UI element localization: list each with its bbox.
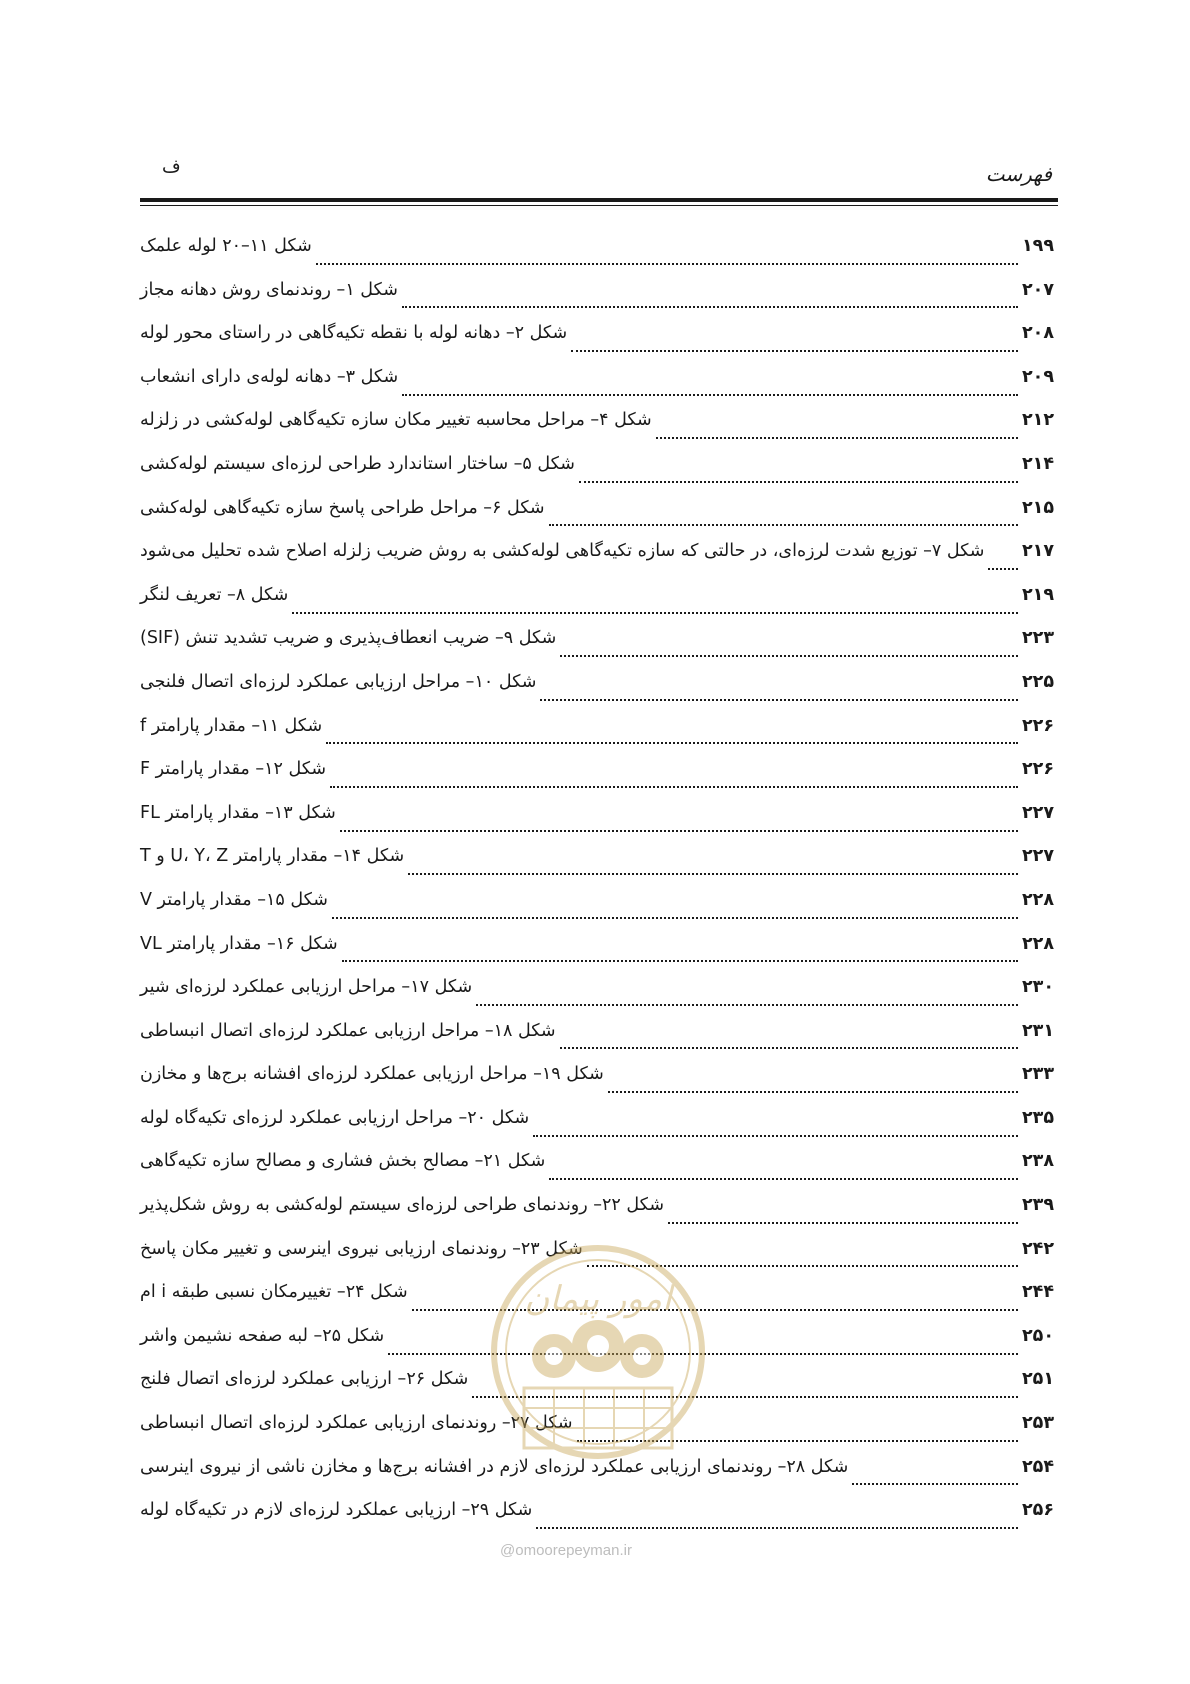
toc-label: شکل ۱۳– مقدار پارامتر FL <box>140 802 336 823</box>
toc-page-number: ۲۲۳ <box>1022 628 1055 649</box>
toc-leader-dots <box>402 394 1018 396</box>
toc-leader-dots <box>326 742 1018 744</box>
toc-page-number: ۲۵۶ <box>1022 1500 1055 1521</box>
toc-leader-dots <box>668 1222 1018 1224</box>
toc-label: شکل ۳– دهانه لوله‌ی دارای انشعاب <box>140 366 399 387</box>
toc-row <box>140 934 1058 978</box>
toc-label: شکل ۲۹– ارزیابی عملکرد لرزه‌ای لازم در تکیه‌گاه لوله <box>140 1500 533 1521</box>
toc-leader-dots <box>330 786 1018 788</box>
toc-leader-dots <box>292 612 1018 614</box>
toc-row <box>140 759 1058 803</box>
toc-leader-dots <box>540 699 1018 701</box>
toc-row <box>140 410 1058 454</box>
toc-page-number: ۲۱۲ <box>1022 410 1055 431</box>
toc-label: شکل ۲۴– تغییرمکان نسبی طبقه i ام <box>140 1282 408 1303</box>
toc-row <box>140 890 1058 934</box>
toc-page-number: ۲۵۴ <box>1022 1456 1055 1477</box>
toc-page-number: ۲۲۷ <box>1022 802 1055 823</box>
toc-label: شکل ۱۹– مراحل ارزیابی عملکرد لرزه‌ای افشانه برج‌ها و مخازن <box>140 1064 604 1085</box>
toc-row <box>140 977 1058 1021</box>
toc-label: شکل ۲۵– لبه صفحه نشیمن واشر <box>140 1325 385 1346</box>
toc-page-number: ۲۳۹ <box>1022 1195 1055 1216</box>
toc-label: شکل ۹– ضریب انعطاف‌پذیری و ضریب تشدید تنش (SIF) <box>140 628 557 649</box>
toc-row <box>140 672 1058 716</box>
toc-leader-dots <box>536 1527 1018 1529</box>
toc-label: شکل ۱۶– مقدار پارامتر VL <box>140 933 338 954</box>
toc-label: شکل ۲۰– مراحل ارزیابی عملکرد لرزه‌ای تکیه‌گاه لوله <box>140 1107 530 1128</box>
toc-row <box>140 585 1058 629</box>
page-letter: ف <box>162 156 181 177</box>
toc-row <box>140 323 1058 367</box>
toc-leader-dots <box>579 481 1018 483</box>
toc-leader-dots <box>549 524 1018 526</box>
toc-page-number: ۲۰۹ <box>1022 366 1055 387</box>
toc-page-number: ۲۳۳ <box>1022 1064 1055 1085</box>
toc-page-number: ۲۴۲ <box>1022 1238 1055 1259</box>
toc-label: شکل ۲۷– روندنمای ارزیابی عملکرد لرزه‌ای اتصال انبساطی <box>140 1413 573 1434</box>
toc-page-number: ۲۰۷ <box>1022 279 1055 300</box>
toc-leader-dots <box>533 1135 1018 1137</box>
toc-page-number: ۲۳۵ <box>1022 1107 1055 1128</box>
watermark-logo-text: امور پیمان <box>524 1279 672 1319</box>
toc-row <box>140 367 1058 411</box>
toc-label: شکل ۱۴– مقدار پارامتر U، Y، Z و T <box>140 846 405 867</box>
toc-page-number: ۲۵۱ <box>1022 1369 1055 1390</box>
toc-page-number: ۲۲۸ <box>1022 933 1055 954</box>
toc-page-number: ۲۳۰ <box>1022 977 1055 998</box>
toc-row <box>140 628 1058 672</box>
toc-row <box>140 803 1058 847</box>
toc-leader-dots <box>608 1091 1018 1093</box>
toc-leader-dots <box>316 263 1018 265</box>
toc-leader-dots <box>342 960 1018 962</box>
toc-page-number: ۲۲۵ <box>1022 671 1055 692</box>
toc-leader-dots <box>571 350 1018 352</box>
toc-page-number: ۲۴۴ <box>1022 1282 1055 1303</box>
toc-label: شکل ۲– دهانه لوله با نقطه تکیه‌گاهی در راستای محور لوله <box>140 323 568 344</box>
toc-leader-dots <box>332 917 1018 919</box>
toc-label: شکل ۱۱– مقدار پارامتر f <box>140 715 323 736</box>
page-title: فهرست <box>985 162 1052 186</box>
toc-page-number: ۱۹۹ <box>1022 236 1055 256</box>
header-rule-thick <box>140 198 1058 202</box>
toc-label: شکل ۶– مراحل طراحی پاسخ سازه تکیه‌گاهی لوله‌کشی <box>140 497 545 518</box>
toc-page-number: ۲۲۶ <box>1022 759 1055 780</box>
toc-leader-dots <box>408 873 1018 875</box>
toc-row <box>140 1064 1058 1108</box>
toc-label: شکل ۷– توزیع شدت لرزه‌ای، در حالتی که سازه تکیه‌گاهی لوله‌کشی به روش ضریب زلزله اصلاح شده تحلیل می‌شود <box>140 541 985 562</box>
toc-row <box>140 1500 1058 1544</box>
toc-label: شکل ۵– ساختار استاندارد طراحی لرزه‌ای سیستم لوله‌کشی <box>140 453 575 474</box>
toc-leader-dots <box>560 1047 1018 1049</box>
toc-label: شکل ۱۰– مراحل ارزیابی عملکرد لرزه‌ای اتصال فلنجی <box>140 671 537 692</box>
toc-row <box>140 236 1058 280</box>
toc-row <box>140 846 1058 890</box>
toc-page-number: ۲۲۶ <box>1022 715 1055 736</box>
toc-leader-dots <box>340 830 1018 832</box>
toc-page-number: ۲۲۸ <box>1022 889 1055 910</box>
toc-page-number: ۲۱۵ <box>1022 497 1055 518</box>
toc-page-number: ۲۲۷ <box>1022 846 1055 867</box>
toc-label: شکل ۱۸– مراحل ارزیابی عملکرد لرزه‌ای اتصال انبساطی <box>140 1020 556 1041</box>
toc-row <box>140 454 1058 498</box>
toc-row <box>140 1108 1058 1152</box>
toc-leader-dots <box>656 437 1018 439</box>
toc-label: شکل ۱۱–۲۰ لوله علمک <box>140 236 312 256</box>
toc-label: شکل ۴– مراحل محاسبه تغییر مکان سازه تکیه‌گاهی لوله‌کشی در زلزله <box>140 410 652 431</box>
toc-label: شکل ۲۱– مصالح بخش فشاری و مصالح سازه تکیه‌گاهی <box>140 1151 546 1172</box>
toc-leader-dots <box>852 1483 1018 1485</box>
toc-leader-dots <box>988 568 1018 570</box>
toc-page-number: ۲۱۴ <box>1022 453 1055 474</box>
toc-page-number: ۲۱۹ <box>1022 584 1055 605</box>
toc-row <box>140 1021 1058 1065</box>
toc-leader-dots <box>476 1004 1018 1006</box>
toc-page-number: ۲۳۸ <box>1022 1151 1055 1172</box>
toc-label: شکل ۱۲– مقدار پارامتر F <box>140 759 327 780</box>
toc-page-number: ۲۵۳ <box>1022 1413 1055 1434</box>
toc-label: شکل ۱۵– مقدار پارامتر V <box>140 889 328 910</box>
toc-label: شکل ۲۳– روندنمای ارزیابی نیروی اینرسی و تغییر مکان پاسخ <box>140 1238 583 1259</box>
toc-row <box>140 716 1058 760</box>
header-rule-thin <box>140 205 1058 206</box>
toc-label: شکل ۲۶– ارزیابی عملکرد لرزه‌ای اتصال فلنج <box>140 1369 469 1390</box>
toc-label: شکل ۲۸– روندنمای ارزیابی عملکرد لرزه‌ای لازم در افشانه برج‌ها و مخازن ناشی از نیروی اینرسی <box>140 1456 849 1477</box>
toc-leader-dots <box>560 655 1018 657</box>
toc-row <box>140 280 1058 324</box>
watermark-logo <box>484 1238 712 1484</box>
toc-page-number: ۲۵۰ <box>1022 1325 1055 1346</box>
toc-leader-dots <box>549 1178 1018 1180</box>
toc-page-number: ۲۰۸ <box>1022 323 1055 344</box>
toc-row <box>140 1195 1058 1239</box>
toc-page-number: ۲۱۷ <box>1022 541 1055 562</box>
toc-row <box>140 498 1058 542</box>
watermark-url: @omoorepeyman.ir <box>500 1542 632 1559</box>
toc-leader-dots <box>402 306 1018 308</box>
page-header <box>140 150 1058 210</box>
toc-row <box>140 541 1058 585</box>
toc-label: شکل ۸– تعریف لنگر <box>140 584 289 605</box>
toc-row <box>140 1151 1058 1195</box>
toc-label: شکل ۲۲– روندنمای طراحی لرزه‌ای سیستم لوله‌کشی به روش شکل‌پذیر <box>140 1195 664 1216</box>
toc-label: شکل ۱۷– مراحل ارزیابی عملکرد لرزه‌ای شیر <box>140 977 473 998</box>
toc-label: شکل ۱– روندنمای روش دهانه مجاز <box>140 279 398 300</box>
toc-page-number: ۲۳۱ <box>1022 1020 1055 1041</box>
